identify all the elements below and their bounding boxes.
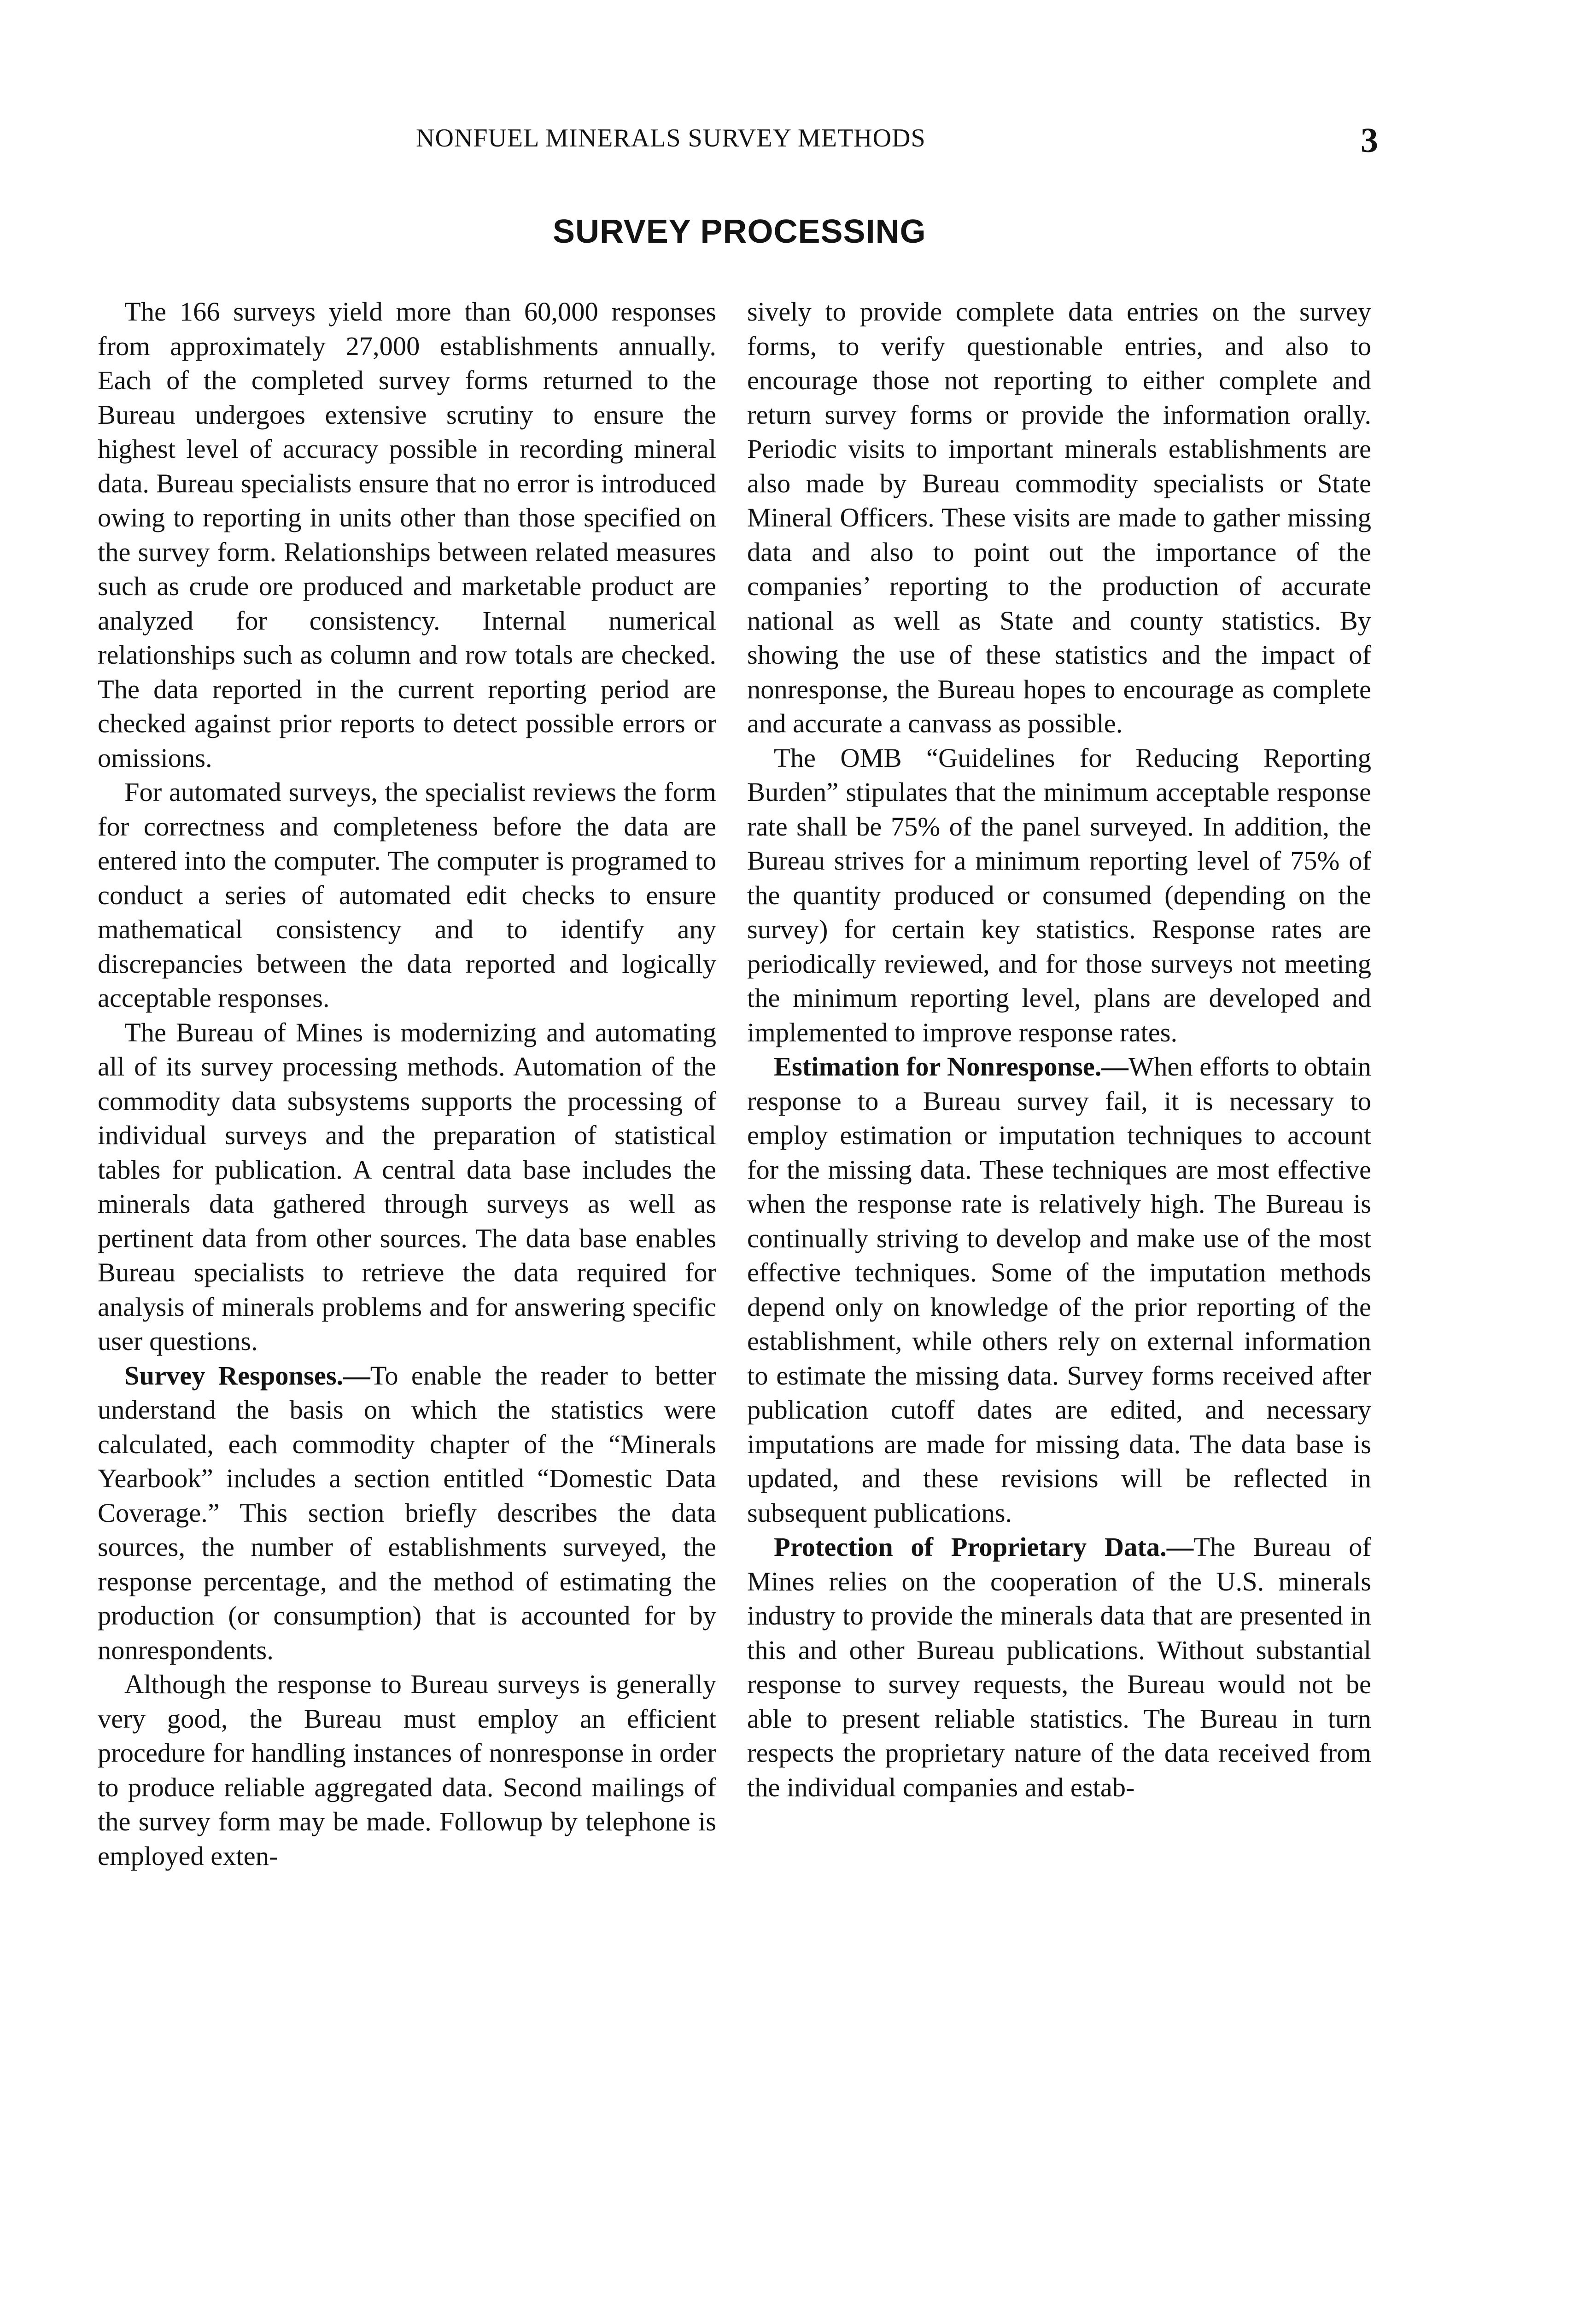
right-column — [747, 295, 1371, 2298]
survey-responses-text: To enable the reader to better understand the basis on which the statistics were calculated, each commodity chapter of the “Minerals Yearbook” includes a section entitled “Domestic Data Coverage.” This section briefly describes the data sources, the number of establishments surveyed, the response percentage, and the method of estimating the production (or consumption) that is accounted for by nonrespondents. — [98, 1360, 716, 1665]
left-paragraph-1: The 166 surveys yield more than 60,000 responses from approximately 27,000 establishments annually. Each of the completed survey forms returned to the Bureau undergoes extensive scrutiny to ensure the highest level of accuracy possible in recording mineral data. Bureau specialists ensure that no error is introduced owing to reporting in units other than those specified on the survey form. Relationships between related measures such as crude ore produced and marketable product are analyzed for consistency. Internal numerical relationships such as column and row totals are checked. The data reported in the current reporting period are checked against prior reports to detect possible errors or omissions. — [98, 297, 716, 773]
right-paragraph-4 — [747, 1530, 1371, 1805]
left-paragraph-2: For automated surveys, the specialist reviews the form for correctness and completeness before the data are entered into the computer. The computer is programed to conduct a series of automated edit checks to ensure mathematical consistency and to identify any discrepancies between the data reported and logically acceptable responses. — [98, 777, 716, 1013]
proprietary-data-heading: Protection of Proprietary Data.— — [774, 1532, 1194, 1562]
left-paragraph-4 — [98, 1359, 716, 1668]
left-paragraph-3: The Bureau of Mines is modernizing and automating all of its survey processing methods. Automation of the commodity data subsystems supports the processing of individual surveys and the preparation of statistical tables for publication. A central data base includes the minerals data gathered through surveys as well as pertinent data from other sources. The data base enables Bureau specialists to retrieve the data required for analysis of minerals problems and for answering specific user questions. — [98, 1017, 716, 1356]
right-paragraph-1: sively to provide complete data entries on the survey forms, to verify questionable entries, and also to encourage those not reporting to either complete and return survey forms or provide the information orally. Periodic visits to important minerals establishments are also made by Bureau commodity specialists or State Mineral Officers. These visits are made to gather missing data and also to point out the importance of the companies’ reporting to the production of accurate national as well as State and county statistics. By showing the use of these statistics and the impact of nonresponse, the Bureau hopes to encourage as complete and accurate a canvass as possible. — [747, 297, 1371, 738]
proprietary-data-text: The Bureau of Mines relies on the cooperation of the U.S. minerals industry to provide the minerals data that are presented in this and other Bureau publications. Without substantial response to survey requests, the Bureau would not be able to present reliable statistics. The Bureau in turn respects the proprietary nature of the data received from the individual companies and estab- — [747, 1532, 1371, 1802]
page-number: 3 — [1361, 121, 1378, 160]
right-paragraph-2: The OMB “Guidelines for Reducing Reporting Burden” stipulates that the minimum acceptable response rate shall be 75% of the panel surveyed. In addition, the Bureau strives for a minimum reporting level of 75% of the quantity produced or consumed (depending on the survey) for certain key statistics. Response rates are periodically reviewed, and for those surveys not meeting the minimum reporting level, plans are developed and implemented to improve response rates. — [747, 742, 1371, 1047]
survey-responses-heading: Survey Responses.— — [124, 1360, 370, 1391]
section-title: SURVEY PROCESSING — [553, 213, 926, 250]
running-head: NONFUEL MINERALS SURVEY METHODS — [416, 124, 926, 152]
left-paragraph-5: Although the response to Bureau surveys is generally very good, the Bureau must employ an efficient procedure for handling instances of nonresponse in order to produce reliable aggregated data. Second mailings of the survey form may be made. Followup by telephone is employed exten- — [98, 1669, 716, 1871]
left-column — [98, 295, 716, 2298]
estimation-nonresponse-heading: Estimation for Nonresponse.— — [774, 1052, 1128, 1081]
estimation-nonresponse-text: When efforts to obtain response to a Bureau survey fail, it is necessary to employ estimation or imputation techniques to account for the missing data. These techniques are most effective when the response rate is relatively high. The Bureau is continually striving to develop and make use of the most effective techniques. Some of the imputation methods depend only on knowledge of the prior reporting of the establishment, while others rely on external information to estimate the missing data. Survey forms received after publication cutoff dates are edited, and necessary imputations are made for missing data. The data base is updated, and these revisions will be reflected in subsequent publications. — [747, 1052, 1371, 1528]
right-paragraph-3 — [747, 1050, 1371, 1530]
